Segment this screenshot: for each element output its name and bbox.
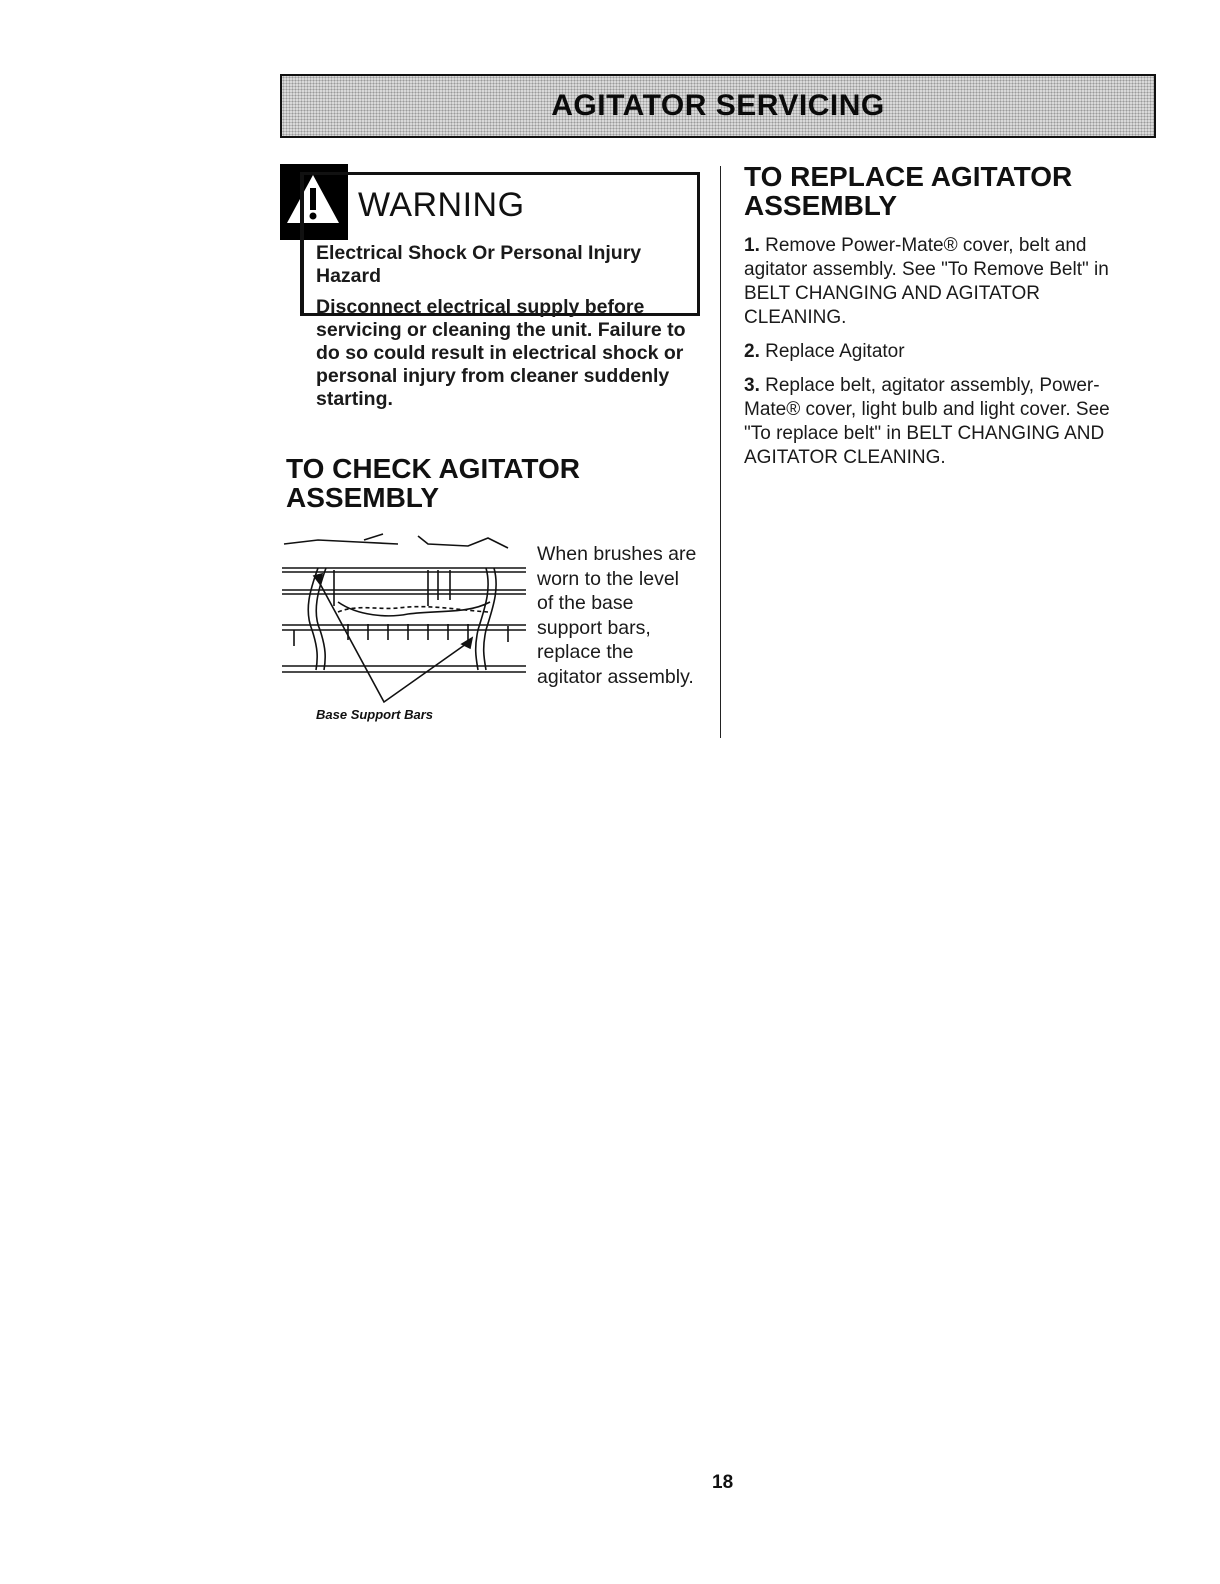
step-text: Replace Agitator: [765, 341, 905, 362]
warning-title: WARNING: [358, 186, 525, 224]
replace-step-3: [744, 374, 1120, 470]
check-heading-line2: ASSEMBLY: [286, 482, 440, 513]
step-number: 1.: [744, 235, 760, 256]
replace-steps: [744, 234, 1120, 480]
section-banner: [280, 74, 1156, 138]
check-text: When brushes are worn to the level of the base support bars, replace the agitator assembly.: [537, 543, 697, 688]
step-text: Replace belt, agitator assembly, Power-Mate® cover, light bulb and light cover. See "To replace belt" in BELT CHANGING AND AGITATOR CLEANING.: [744, 375, 1110, 468]
step-number: 3.: [744, 375, 760, 396]
replace-step-1: [744, 234, 1120, 330]
warning-text: [316, 242, 696, 419]
check-heading: [286, 454, 580, 512]
replace-heading-line1: TO REPLACE AGITATOR: [744, 161, 1073, 192]
step-text: Remove Power-Mate® cover, belt and agitator assembly. See "To Remove Belt" in BELT CHANGING AND AGITATOR CLEANING.: [744, 235, 1109, 328]
figure-caption: Base Support Bars: [316, 707, 434, 722]
column-divider: [720, 166, 721, 738]
replace-heading: [744, 162, 1072, 220]
step-number: 2.: [744, 341, 760, 362]
agitator-figure: [278, 530, 528, 705]
replace-heading-line2: ASSEMBLY: [744, 190, 898, 221]
warning-hazard: Electrical Shock Or Personal Injury Hazard: [316, 242, 642, 287]
warning-instruction: Disconnect electrical supply before servicing or cleaning the unit. Failure to do so could result in electrical shock or personal injury from cleaner suddenly starting.: [316, 296, 686, 410]
page-number: 18: [712, 1472, 734, 1493]
check-heading-line1: TO CHECK AGITATOR: [286, 453, 580, 484]
replace-step-2: [744, 340, 1120, 364]
banner-title: AGITATOR SERVICING: [551, 89, 885, 122]
